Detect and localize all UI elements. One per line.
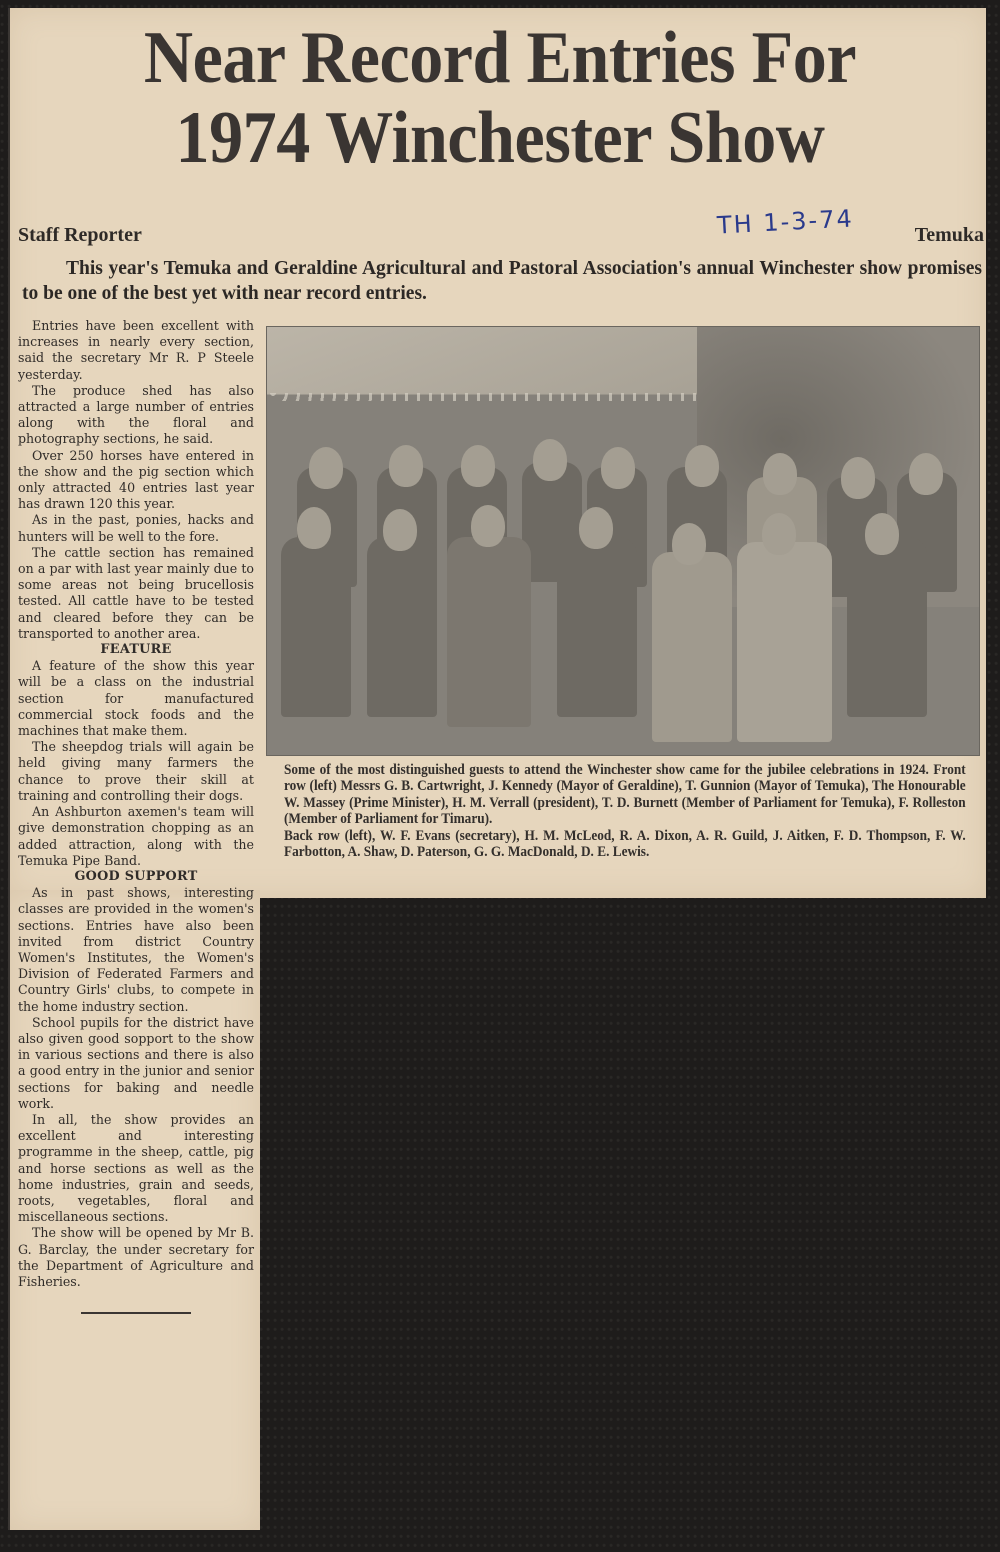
body-paragraph: An Ashburton axemen's team will give demonstration chopping as an added attraction, along with the Temuka Pipe Band.	[18, 804, 254, 868]
handwritten-date-note: TH 1-3-74	[716, 204, 855, 240]
caption-back-row: Back row (left), W. F. Evans (secretary), H. M. McLeod, R. A. Dixon, A. R. Guild, J. Aitken, F. D. Thompson, F. W. Farbotton, A. Shaw, D. Paterson, G. G. MacDonald, D. E. Lewis.	[284, 827, 966, 861]
end-rule	[81, 1312, 191, 1314]
body-paragraph: School pupils for the district have also given good sopport to the show in various sections and there is also a good entry in the junior and senior sections for baking and needle work.	[18, 1014, 254, 1111]
body-paragraph: A feature of the show this year will be a class on the industrial section for manufactured commercial stock foods and the machines that make them.	[18, 658, 254, 739]
body-paragraph: Over 250 horses have entered in the show and the pig section which only attracted 40 entries last year has drawn 120 this year.	[18, 447, 254, 512]
marquee-scallop-edge	[267, 393, 707, 401]
body-paragraph: The show will be opened by Mr B. G. Barclay, the under secretary for the Department of Agriculture and Fisheries.	[18, 1225, 254, 1289]
intro-paragraph: This year's Temuka and Geraldine Agricultural and Pastoral Association's annual Winchester show promises to be one of the best yet with near record entries.	[22, 258, 982, 304]
article-body-column	[18, 318, 254, 1314]
headline	[58, 18, 941, 178]
group-photograph	[266, 326, 980, 756]
byline: Staff Reporter	[18, 224, 142, 246]
body-paragraph: Entries have been excellent with increases in nearly every section, said the secretary Mr R. P Steele yesterday.	[18, 318, 254, 382]
body-paragraph: As in the past, ponies, hacks and hunters will be well to the fore.	[18, 512, 254, 544]
subheading-good-support: GOOD SUPPORT	[74, 868, 198, 884]
photo-caption	[284, 762, 966, 860]
dateline: Temuka	[914, 224, 984, 246]
body-paragraph: In all, the show provides an excellent and interesting programme in the sheep, cattle, pig and horse sections as well as the home industries, grain and seeds, roots, vegetables, floral and miscellaneous sections.	[18, 1111, 254, 1225]
headline-line-2: 1974 Winchester Show	[175, 97, 825, 179]
subheading-feature: FEATURE	[100, 642, 172, 658]
clipping-left-edge	[8, 8, 10, 1530]
body-paragraph: The sheepdog trials will again be held giving many farmers the chance to prove their skill at training and controlling their dogs.	[18, 739, 254, 803]
caption-front-row: Some of the most distinguished guests to attend the Winchester show came for the jubilee celebrations in 1924. Front row (left) Messrs G. B. Cartwright, J. Kennedy (Mayor of Geraldine), T. Gunnion (Mayor of Temuka), The Honourable W. Massey (Prime Minister), H. M. Verrall (president), T. D. Burnett (Member of Parliament for Temuka), F. Rolleston (Member of Parliament for Timaru).	[284, 762, 966, 828]
headline-line-1: Near Record Entries For	[143, 17, 857, 99]
body-paragraph: The produce shed has also attracted a large number of entries along with the floral and photography sections, he said.	[18, 382, 254, 447]
body-paragraph: The cattle section has remained on a par with last year mainly due to some areas not being brucellosis tested. All cattle have to be tested and cleared before they can be transported to another area.	[18, 544, 254, 641]
marquee-tent	[267, 327, 707, 417]
body-paragraph: As in past shows, interesting classes are provided in the women's sections. Entries have also been invited from district Country Women's Institutes, the Women's Division of Federated Farmers and Country Girls' clubs, to compete in the home industry section.	[18, 885, 254, 1014]
